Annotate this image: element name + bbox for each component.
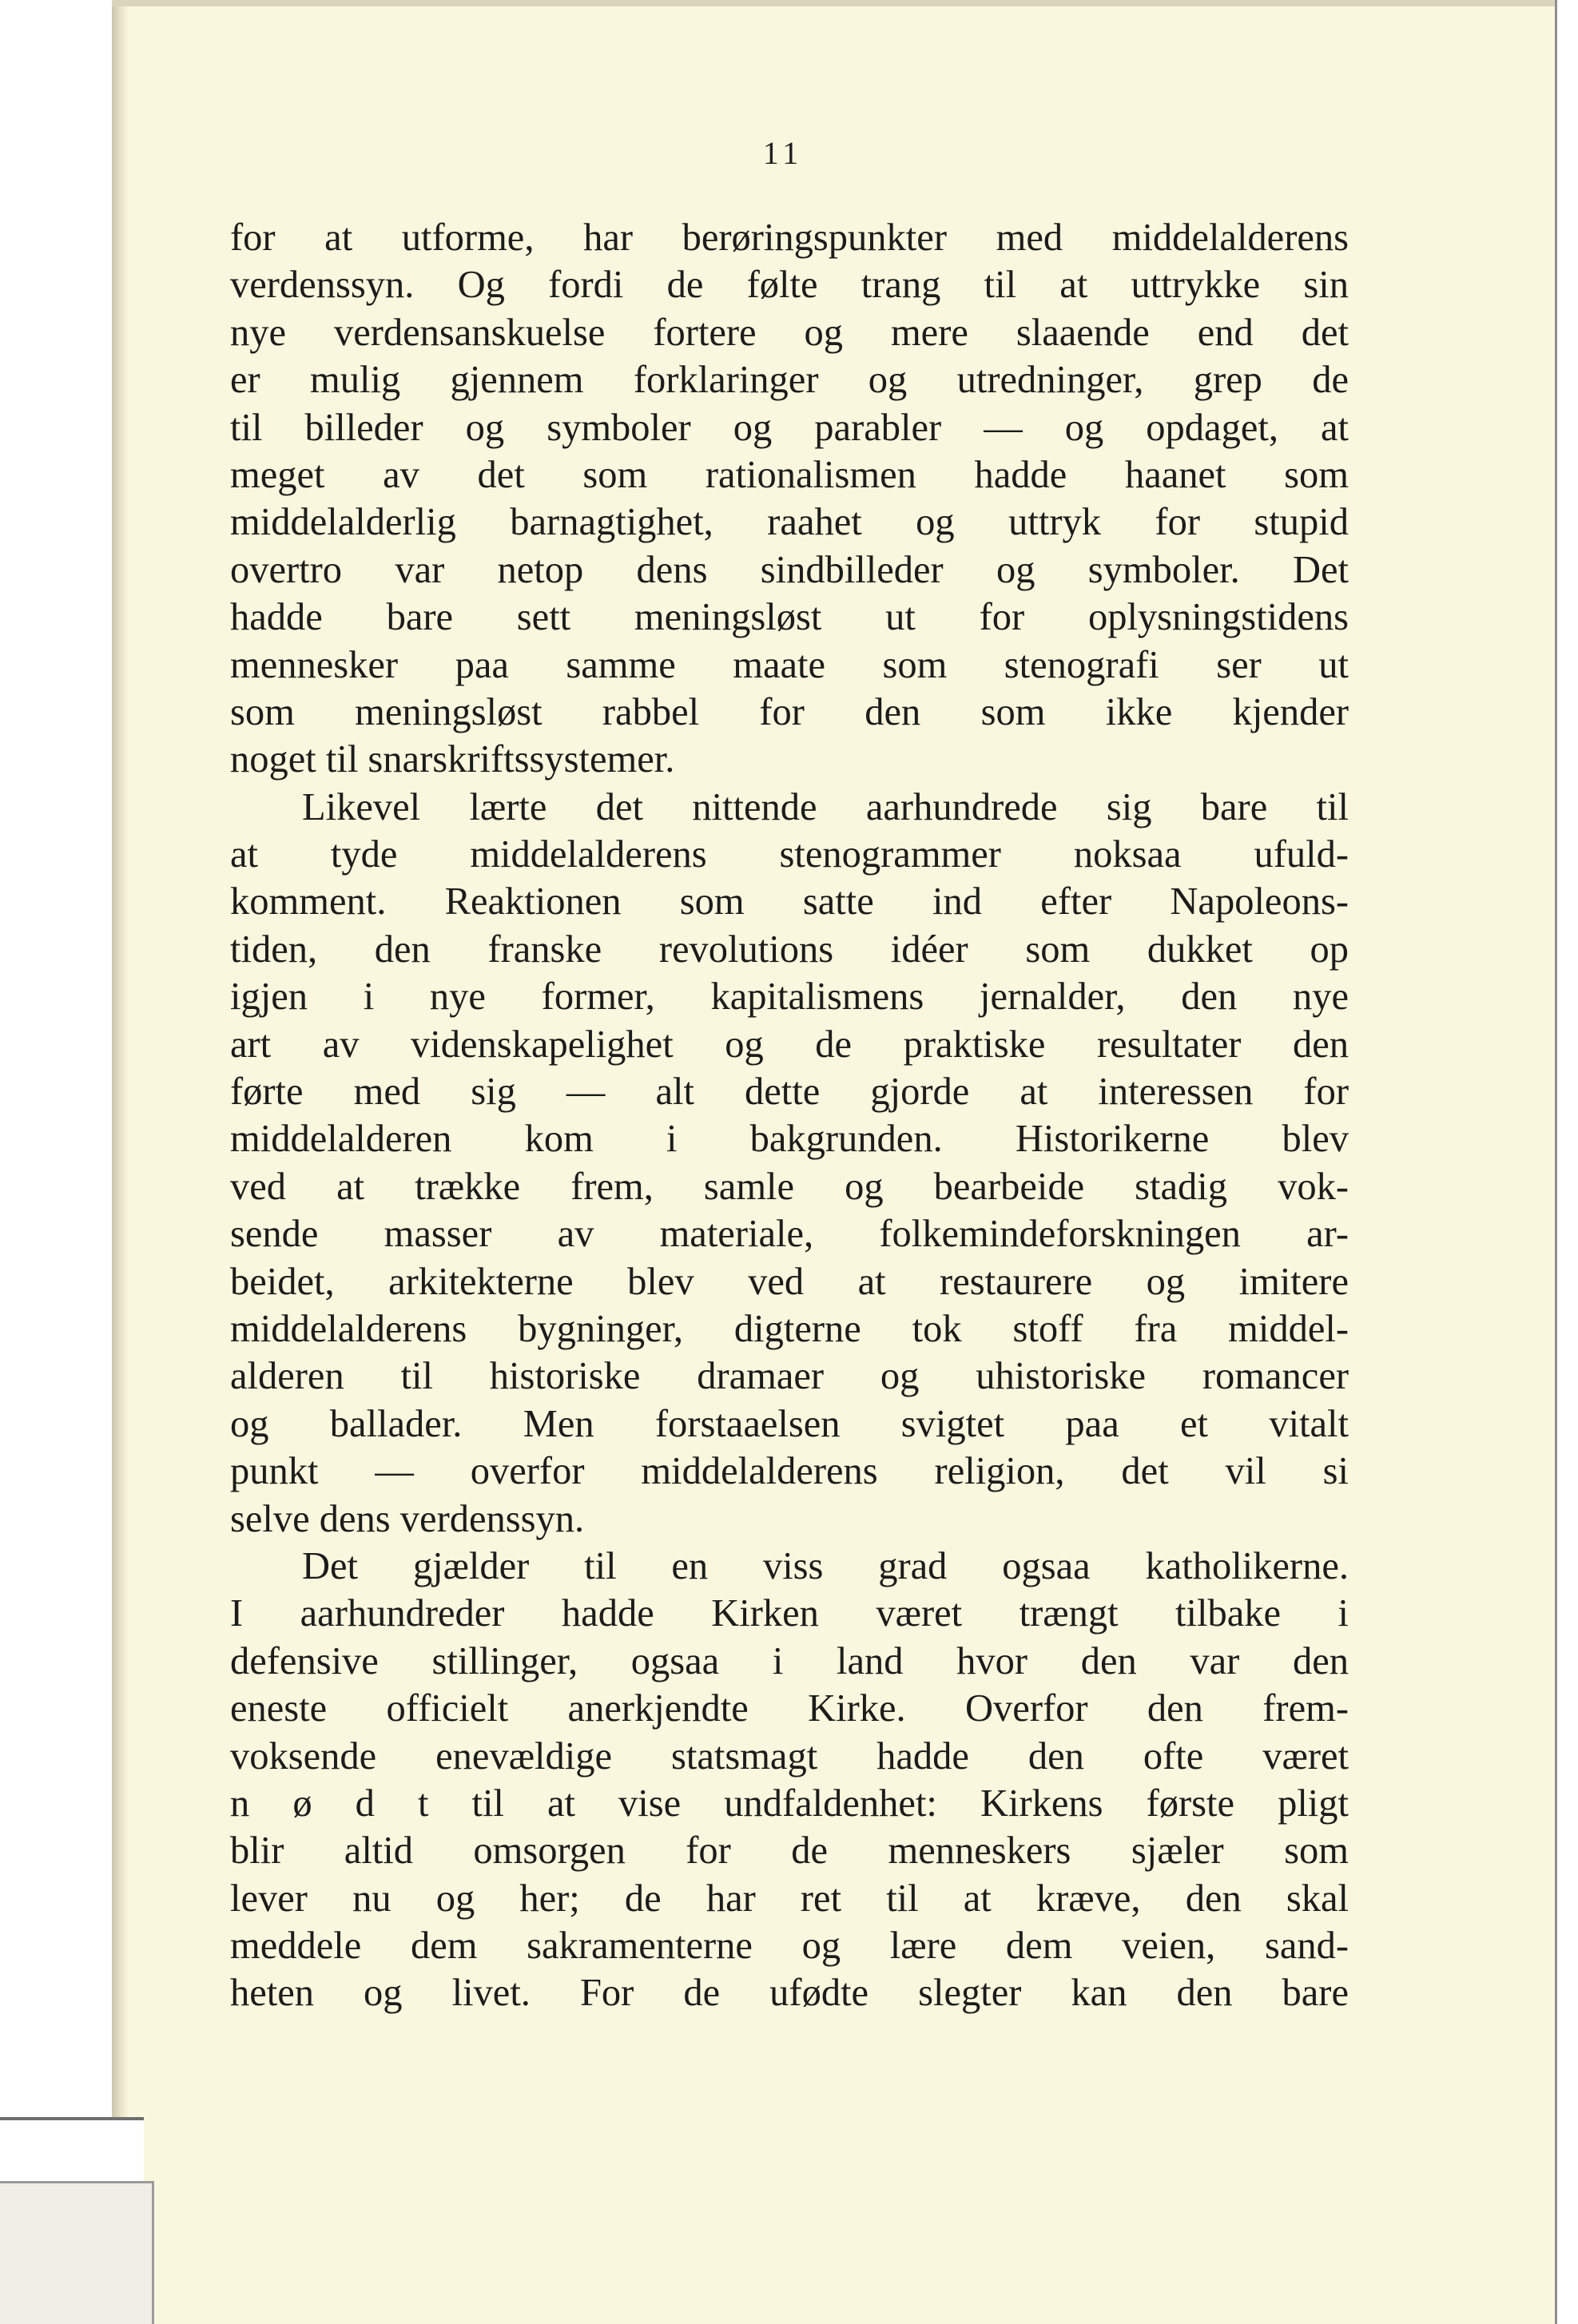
text-line: heten og livet. For de ufødte slegter kan den bare [230, 1972, 1349, 2015]
text-line: middelalderlig barnagtighet, raahet og uttryk for stupid [230, 501, 1349, 544]
page-number: 11 [762, 135, 804, 171]
text-line: som meningsløst rabbel for den som ikke kjender [230, 690, 1349, 733]
text-line: førte med sig — alt dette gjorde at interessen for [230, 1071, 1349, 1114]
text-line: tiden, den franske revolutions idéer som dukket op [230, 928, 1349, 971]
paragraph [230, 784, 1349, 1543]
text-line: at tyde middelalderens stenogrammer noksaa ufuld- [230, 833, 1349, 876]
paragraph [230, 1543, 1349, 2017]
text-line: nye verdensanskuelse fortere og mere slaaende end det [230, 311, 1349, 354]
text-line: igjen i nye former, kapitalismens jernalder, den nye [230, 975, 1349, 1019]
text-line: noget til snarskriftssystemer. [230, 738, 675, 781]
text-line: eneste officielt anerkjendte Kirke. Overfor den frem- [230, 1687, 1349, 1730]
text-line: til billeder og symboler og parabler — og opdaget, at [230, 406, 1349, 449]
text-line: lever nu og her; de har ret til at kræve, den skal [230, 1877, 1349, 1920]
text-line: ved at trække frem, samle og bearbeide stadig vok- [230, 1165, 1349, 1208]
text-line: n ø d t til at vise undfaldenhet: Kirkens første pligt [230, 1782, 1349, 1825]
text-line: hadde bare sett meningsløst ut for oplysningstidens [230, 596, 1349, 639]
text-line: for at utforme, har berøringspunkter med middelalderens [230, 217, 1349, 259]
paragraph [230, 214, 1349, 784]
page-top-edge [112, 0, 1558, 6]
text-line: selve dens verdenssyn. [230, 1497, 585, 1540]
text-line: middelalderens bygninger, digterne tok stoff fra middel- [230, 1307, 1349, 1350]
text-line: er mulig gjennem forklaringer og utredninger, grep de [230, 359, 1349, 402]
text-line: alderen til historiske dramaer og uhistoriske romancer [230, 1355, 1349, 1398]
page-binding-shadow [112, 0, 129, 2324]
text-line: overtro var netop dens sindbilleder og symboler. Det [230, 548, 1349, 591]
page-right-edge [1555, 0, 1578, 2324]
text-line: sende masser av materiale, folkemindeforskningen ar- [230, 1213, 1349, 1256]
text-line: meddele dem sakramenterne og lære dem veien, sand- [230, 1925, 1349, 1968]
text-line: komment. Reaktionen som satte ind efter Napoleons- [230, 880, 1349, 924]
text-line: punkt — overfor middelalderens religion, det vil si [230, 1450, 1349, 1493]
text-line: defensive stillinger, ogsaa i land hvor den var den [230, 1639, 1349, 1682]
scanner-paper-tab [0, 2181, 154, 2324]
text-line: blir altid omsorgen for de menneskers sjæler som [230, 1829, 1349, 1873]
text-line: Likevel lærte det nittende aarhundrede sig bare til [302, 785, 1349, 828]
text-line: verdenssyn. Og fordi de følte trang til at uttrykke sin [230, 264, 1349, 307]
text-line: art av videnskapelighet og de praktiske resultater den [230, 1023, 1349, 1066]
text-line: middelalderen kom i bakgrunden. Historikerne blev [230, 1118, 1349, 1161]
text-line: mennesker paa samme maate som stenografi ser ut [230, 643, 1349, 686]
text-line: I aarhundreder hadde Kirken været trængt tilbake i [230, 1592, 1349, 1635]
text-line: beidet, arkitekterne blev ved at restaurere og imitere [230, 1260, 1349, 1303]
body-text [230, 214, 1349, 2017]
text-line: Det gjælder til en viss grad ogsaa katholikerne. [302, 1544, 1349, 1587]
text-line: voksende enevældige statsmagt hadde den ofte været [230, 1734, 1349, 1778]
text-line: og ballader. Men forstaaelsen svigtet paa et vitalt [230, 1402, 1349, 1445]
text-line: meget av det som rationalismen hadde haanet som [230, 453, 1349, 496]
